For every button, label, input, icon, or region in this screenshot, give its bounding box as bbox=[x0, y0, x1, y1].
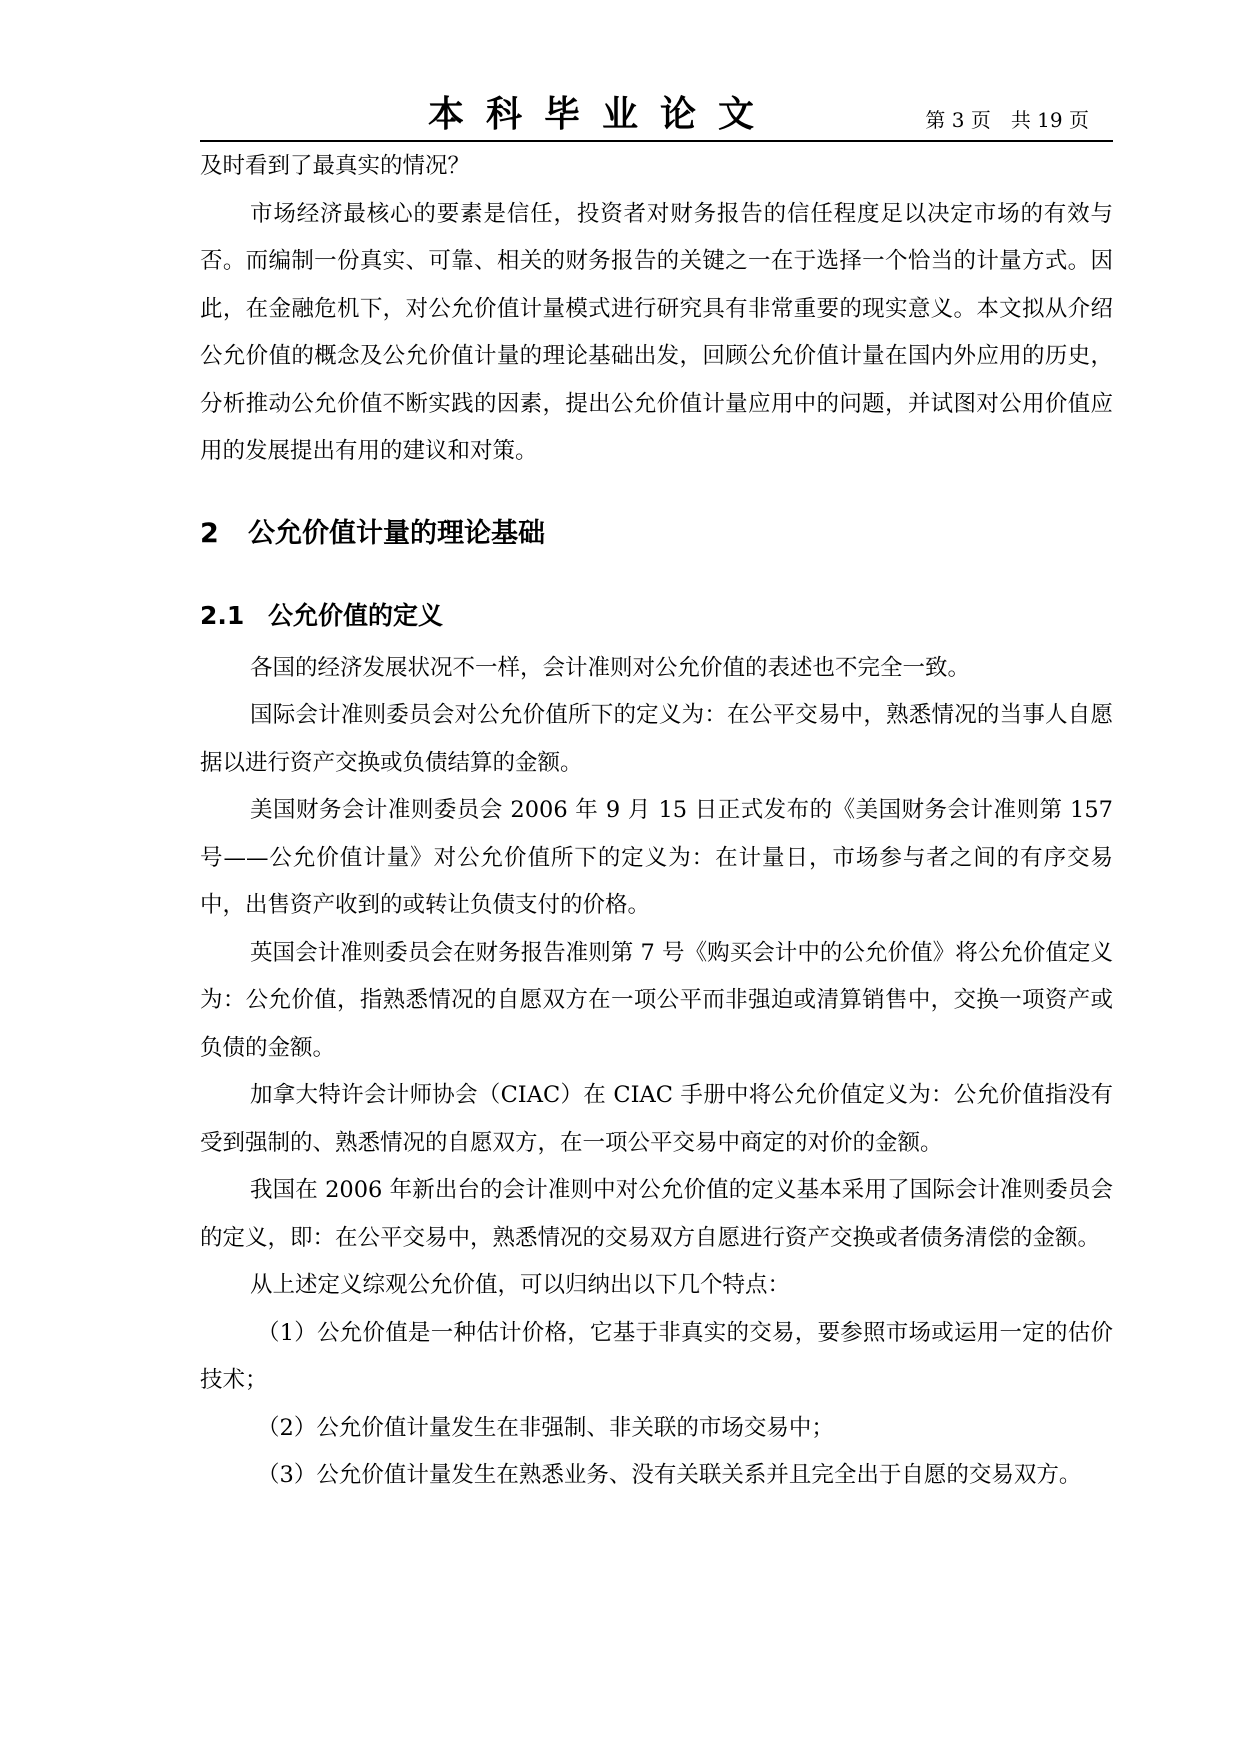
subsection-title: 公允价值的定义 bbox=[268, 600, 444, 630]
paragraph: 我国在 2006 年新出台的会计准则中对公允价值的定义基本采用了国际会计准则委员会的定义，即：在公平交易中，熟悉情况的交易双方自愿进行资产交换或者债务清偿的金额。 bbox=[200, 1177, 1113, 1251]
page-number-info: 第 3 页 共 19 页 bbox=[925, 108, 1089, 132]
section-heading bbox=[200, 504, 1113, 564]
paragraph-intro: 市场经济最核心的要素是信任，投资者对财务报告的信任程度足以决定市场的有效与否。而编制一份真实、可靠、相关的财务报告的关键之一在于选择一个恰当的计量方式。因此，在金融危机下，对公允价值计量模式进行研究具有非常重要的现实意义。本文拟从介绍公允价值的概念及公允价值计量的理论基础出发，回顾公允价值计量在国内外应用的历史，分析推动公允价值不断实践的因素，提出公允价值计量应用中的问题，并试图对公用价值应用的发展提出有用的建议和对策。 bbox=[200, 200, 1113, 464]
paragraph: 美国财务会计准则委员会 2006 年 9 月 15 日正式发布的《美国财务会计准则第 157 号——公允价值计量》对公允价值所下的定义为：在计量日，市场参与者之间的有序交易中，出售资产收到的或转让负债支付的价格。 bbox=[200, 797, 1113, 918]
paragraph: 各国的经济发展状况不一样，会计准则对公允价值的表述也不完全一致。 bbox=[250, 654, 971, 681]
paragraph: 加拿大特许会计师协会（CIAC）在 CIAC 手册中将公允价值定义为：公允价值指没有受到强制的、熟悉情况的自愿双方，在一项公平交易中商定的对价的金额。 bbox=[200, 1082, 1113, 1156]
page-header bbox=[200, 92, 1113, 142]
section-title: 公允价值计量的理论基础 bbox=[248, 517, 545, 549]
feature-item: （2）公允价值计量发生在非强制、非关联的市场交易中； bbox=[257, 1414, 834, 1441]
subsection-heading bbox=[200, 587, 1113, 645]
document-body bbox=[200, 143, 1113, 1500]
feature-item: （3）公允价值计量发生在熟悉业务、没有关联关系并且完全出于自愿的交易双方。 bbox=[257, 1462, 1082, 1488]
subsection-number: 2.1 bbox=[200, 600, 245, 630]
paragraph-continuation: 及时看到了最真实的情况？ bbox=[200, 153, 471, 179]
thesis-header-title: 本科毕业论文 bbox=[428, 93, 777, 135]
paragraph: 国际会计准则委员会对公允价值所下的定义为：在公平交易中，熟悉情况的当事人自愿据以进行资产交换或负债结算的金额。 bbox=[200, 702, 1113, 776]
section-number: 2 bbox=[200, 517, 219, 549]
paragraph: 从上述定义综观公允价值，可以归纳出以下几个特点： bbox=[250, 1272, 791, 1298]
feature-item: （1）公允价值是一种估计价格，它基于非真实的交易，要参照市场或运用一定的估价技术； bbox=[200, 1319, 1113, 1393]
paragraph: 英国会计准则委员会在财务报告准则第 7 号《购买会计中的公允价值》将公允价值定义为：公允价值，指熟悉情况的自愿双方在一项公平而非强迫或清算销售中，交换一项资产或负债的金额。 bbox=[200, 939, 1113, 1061]
